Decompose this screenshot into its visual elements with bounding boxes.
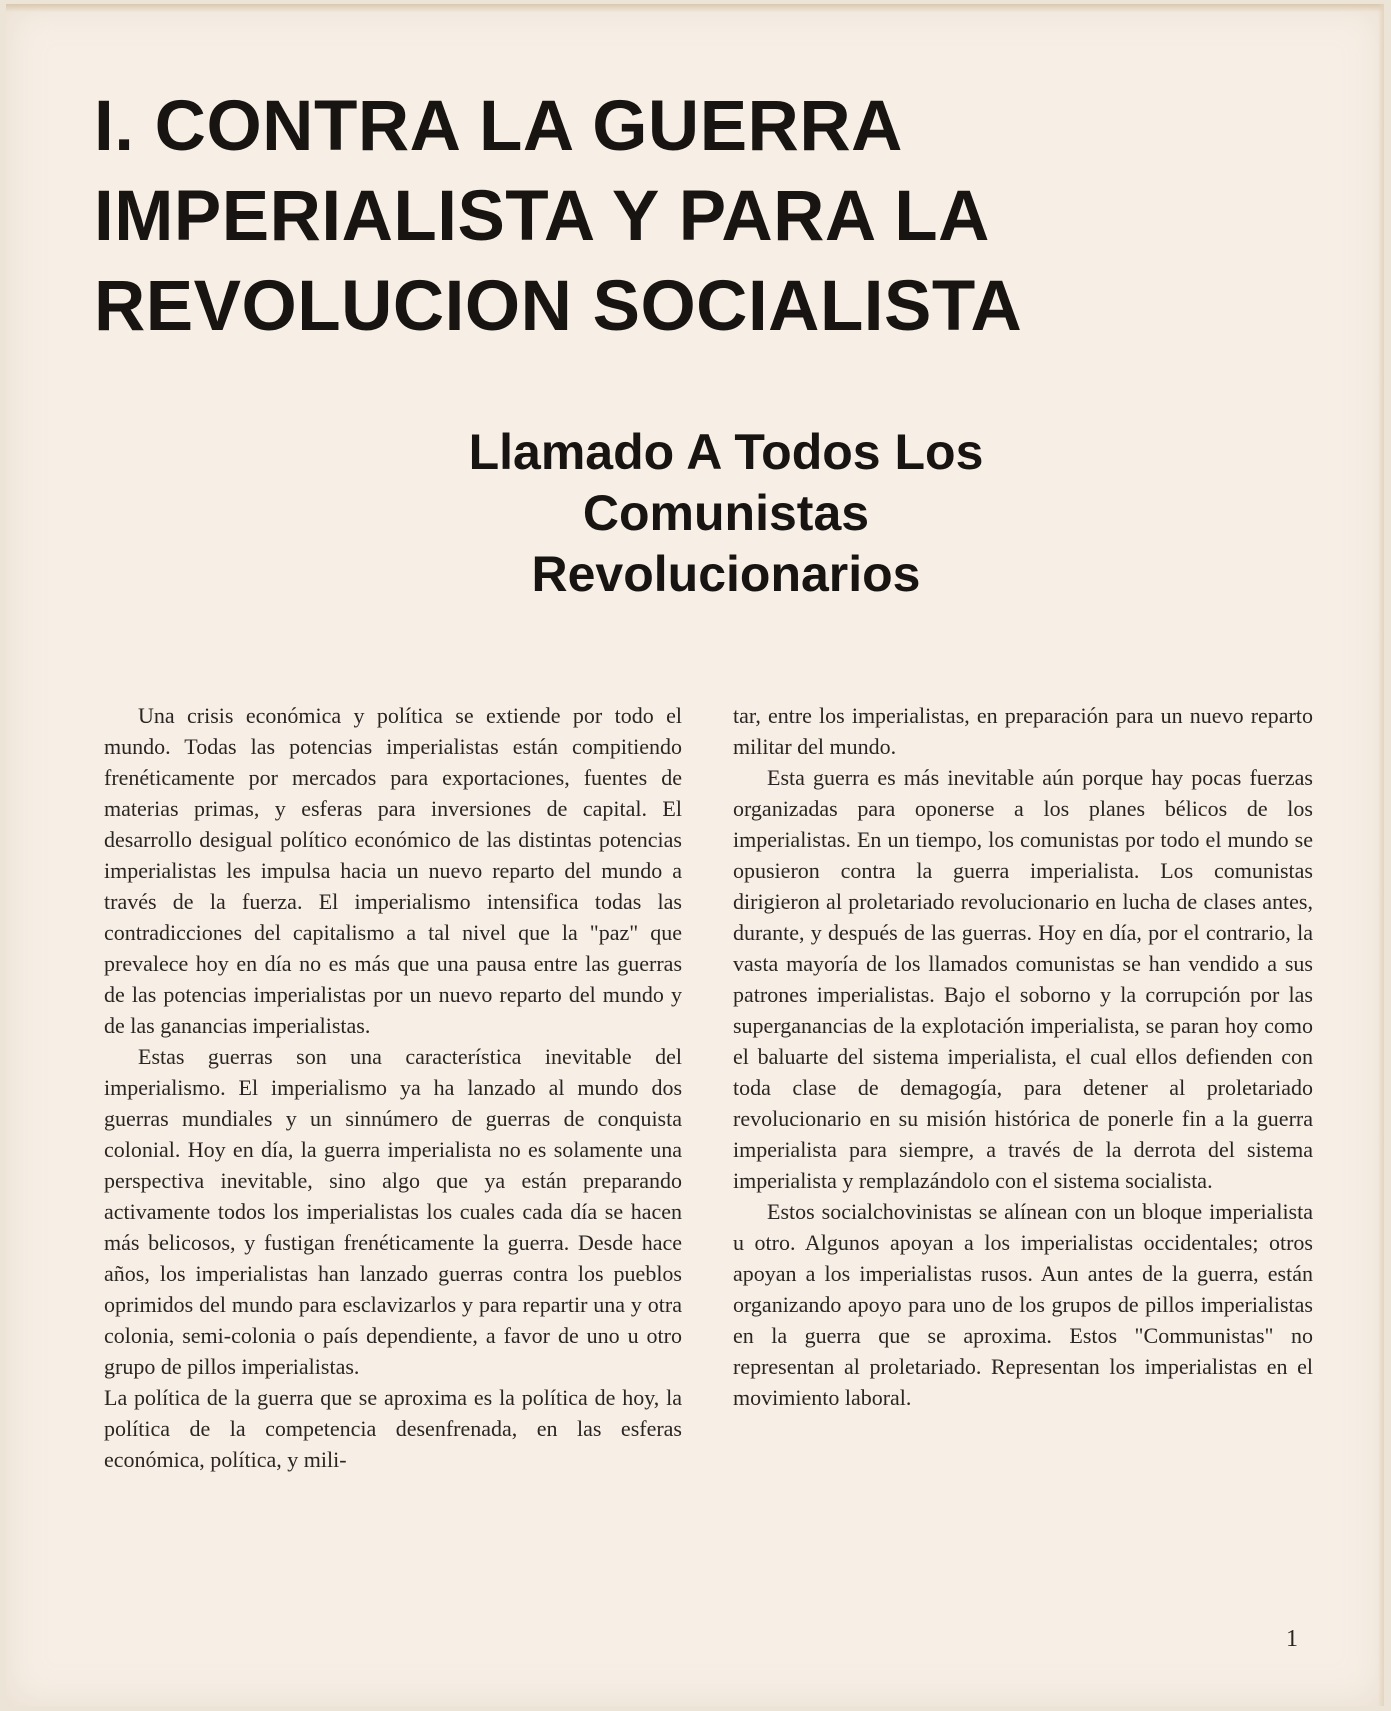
page-edge-right xyxy=(1378,4,1384,1706)
body-paragraph: Esta guerra es más inevitable aún porque hay pocas fuerzas organizadas para oponerse a los planes bélicos de los imperialistas. En un tiempo, los comunistas por todo el mundo se opusieron contra la guerra imperialista. Los comunistas dirigieron al proletariado revolucionario en lucha de clases antes, durante, y después de las guerras. Hoy en día, por el contrario, la vasta mayoría de los llamados comunistas se han vendido a sus patrones imperialistas. Bajo el soborno y la corrupción por las superganancias de la explotación imperialista, se paran hoy como el baluarte del sistema imperialista, el cual ellos defienden con toda clase de demagogía, para detener al proletariado revolucionario en su misión histórica de ponerle fin a la guerra imperialista para siempre, a través de la derrota del sistema imperialista y remplazándolo con el sistema socialista. xyxy=(733,765,1313,1193)
subtitle xyxy=(316,422,1136,605)
title-line-3: REVOLUCION SOCIALISTA xyxy=(94,267,1023,346)
title-line-1: I. CONTRA LA GUERRA xyxy=(94,87,903,166)
page-edge-top xyxy=(6,4,1384,12)
document-page xyxy=(6,4,1384,1706)
body-paragraph: Estos socialchovinistas se alínean con un bloque imperialista u otro. Algunos apoyan a los imperialistas occidentales; otros apoyan a los imperialistas rusos. Aun antes de la guerra, están organizando apoyo para uno de los grupos de pillos imperialistas en la guerra que se aproxima. Estos "Communistas" no representan al proletariado. Representan los imperialistas en el movimiento laboral. xyxy=(733,1199,1313,1410)
left-column xyxy=(104,700,682,1475)
subtitle-line-2: Comunistas xyxy=(582,485,870,541)
subtitle-line-1: Llamado A Todos Los xyxy=(468,424,984,480)
body-paragraph: Una crisis económica y política se extiende por todo el mundo. Todas las potencias imperialistas están compitiendo frenéticamente por mercados para exportaciones, fuentes de materias primas, y esferas para inversiones de capital. El desarrollo desigual político económico de las distintas potencias imperialistas les impulsa hacia un nuevo reparto del mundo a través de la fuerza. El imperialismo intensifica todas las contradicciones del capitalismo a tal nivel que la "paz" que prevalece hoy en día no es más que una pausa entre las guerras de las potencias imperialistas por un nuevo reparto del mundo y de las ganancias imperialistas. xyxy=(104,703,682,1038)
title-line-2: IMPERIALISTA Y PARA LA xyxy=(94,177,990,256)
page-number: 1 xyxy=(1286,1626,1298,1652)
body-paragraph: Estas guerras son una característica inevitable del imperialismo. El imperialismo ya ha lanzado al mundo dos guerras mundiales y un sinnúmero de guerras de conquista colonial. Hoy en día, la guerra imperialista no es solamente una perspectiva inevitable, sino algo que ya están preparando activamente todos los imperialistas los cuales cada día se hacen más belicosos, y fustigan frenéticamente la guerra. Desde hace años, los imperialistas han lanzado guerras contra los pueblos oprimidos del mundo para esclavizarlos y para repartir una y otra colonia, semi-colonia o país dependiente, a favor de uno u otro grupo de pillos imperialistas. xyxy=(104,1044,682,1379)
main-title xyxy=(94,82,1294,352)
subtitle-line-3: Revolucionarios xyxy=(531,546,921,602)
right-column xyxy=(733,700,1313,1413)
body-paragraph: tar, entre los imperialistas, en preparación para un nuevo reparto militar del mundo. xyxy=(733,703,1313,759)
body-paragraph: La política de la guerra que se aproxima es la política de hoy, la política de la competencia desenfrenada, en las esferas económica, política, y mili- xyxy=(104,1385,682,1472)
